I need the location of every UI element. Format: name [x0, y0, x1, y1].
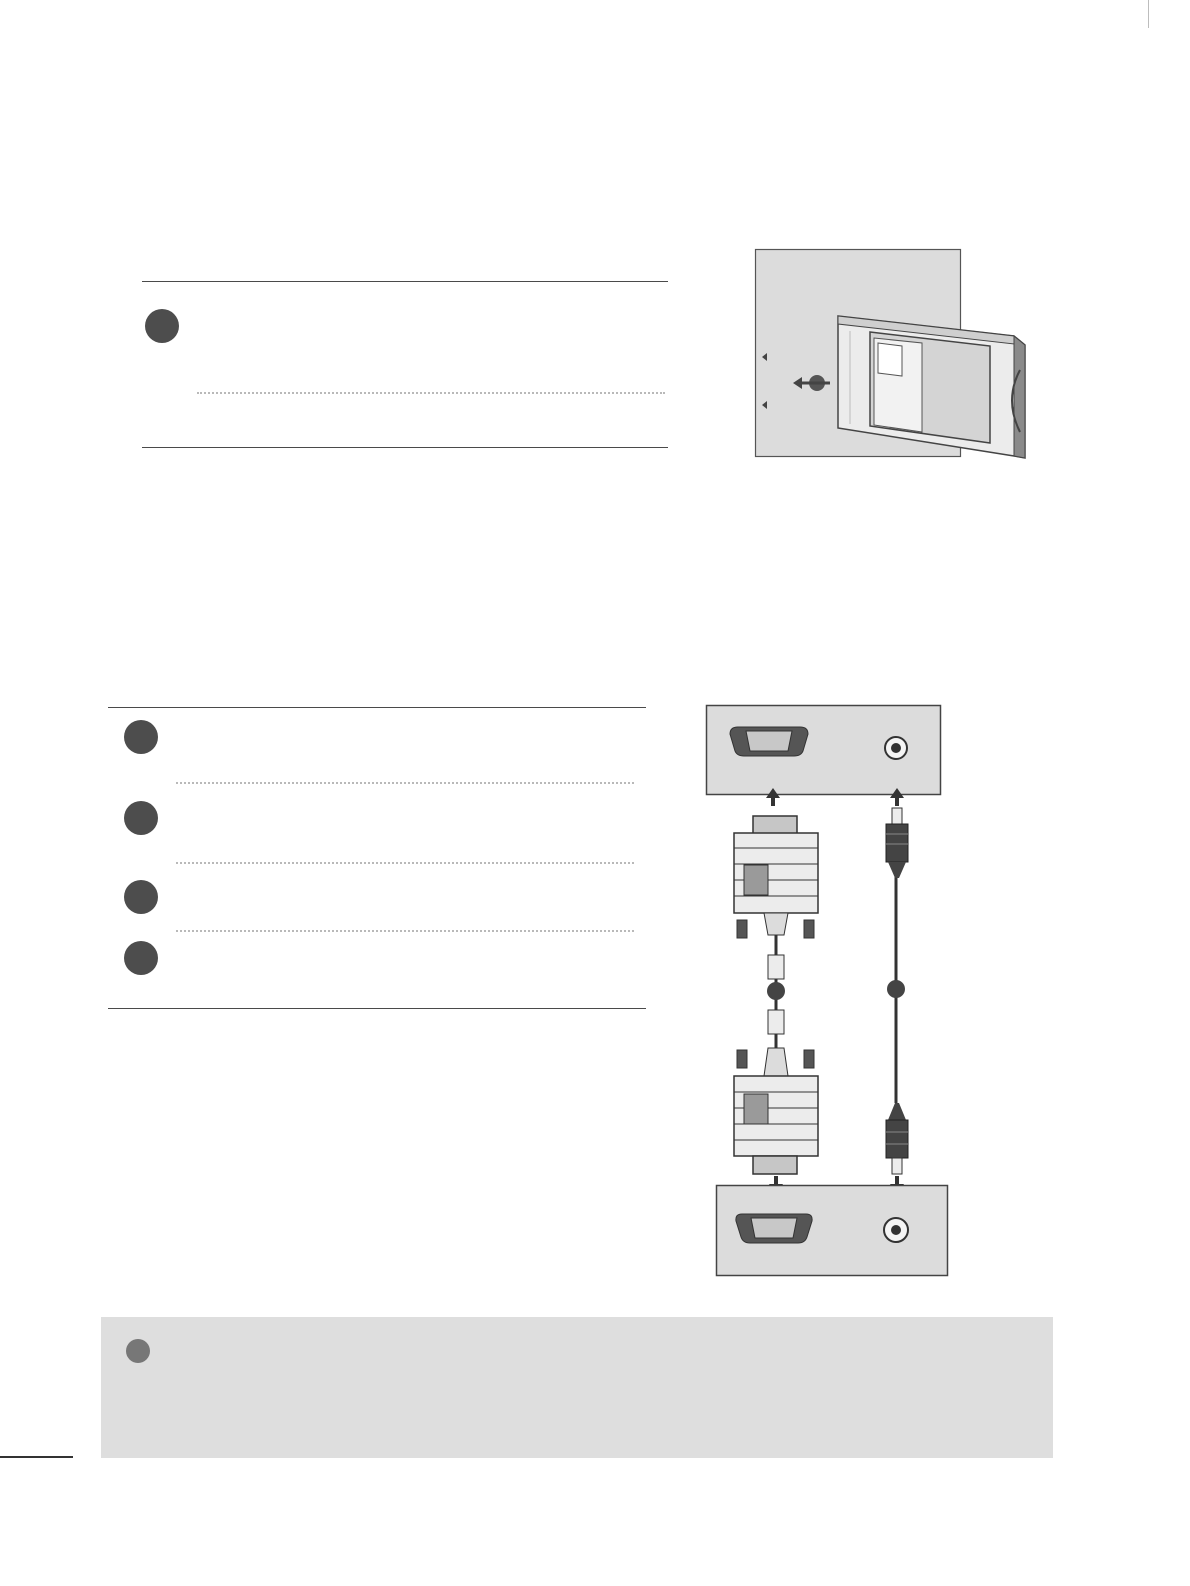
page-footer-rule: [0, 1456, 73, 1458]
pc-output-panel: [717, 1186, 948, 1276]
audio-plug-upper: [886, 808, 908, 878]
vga-cable-marker: [767, 982, 785, 1000]
audio-cable-marker: [887, 980, 905, 998]
note-bullet: [126, 1339, 150, 1363]
note-box: [101, 1317, 1053, 1458]
audio-plug-lower: [886, 1103, 908, 1174]
vga-plug-lower: [734, 1010, 818, 1174]
vga-plug-upper: [734, 816, 818, 979]
tv-input-panel: [707, 706, 941, 795]
